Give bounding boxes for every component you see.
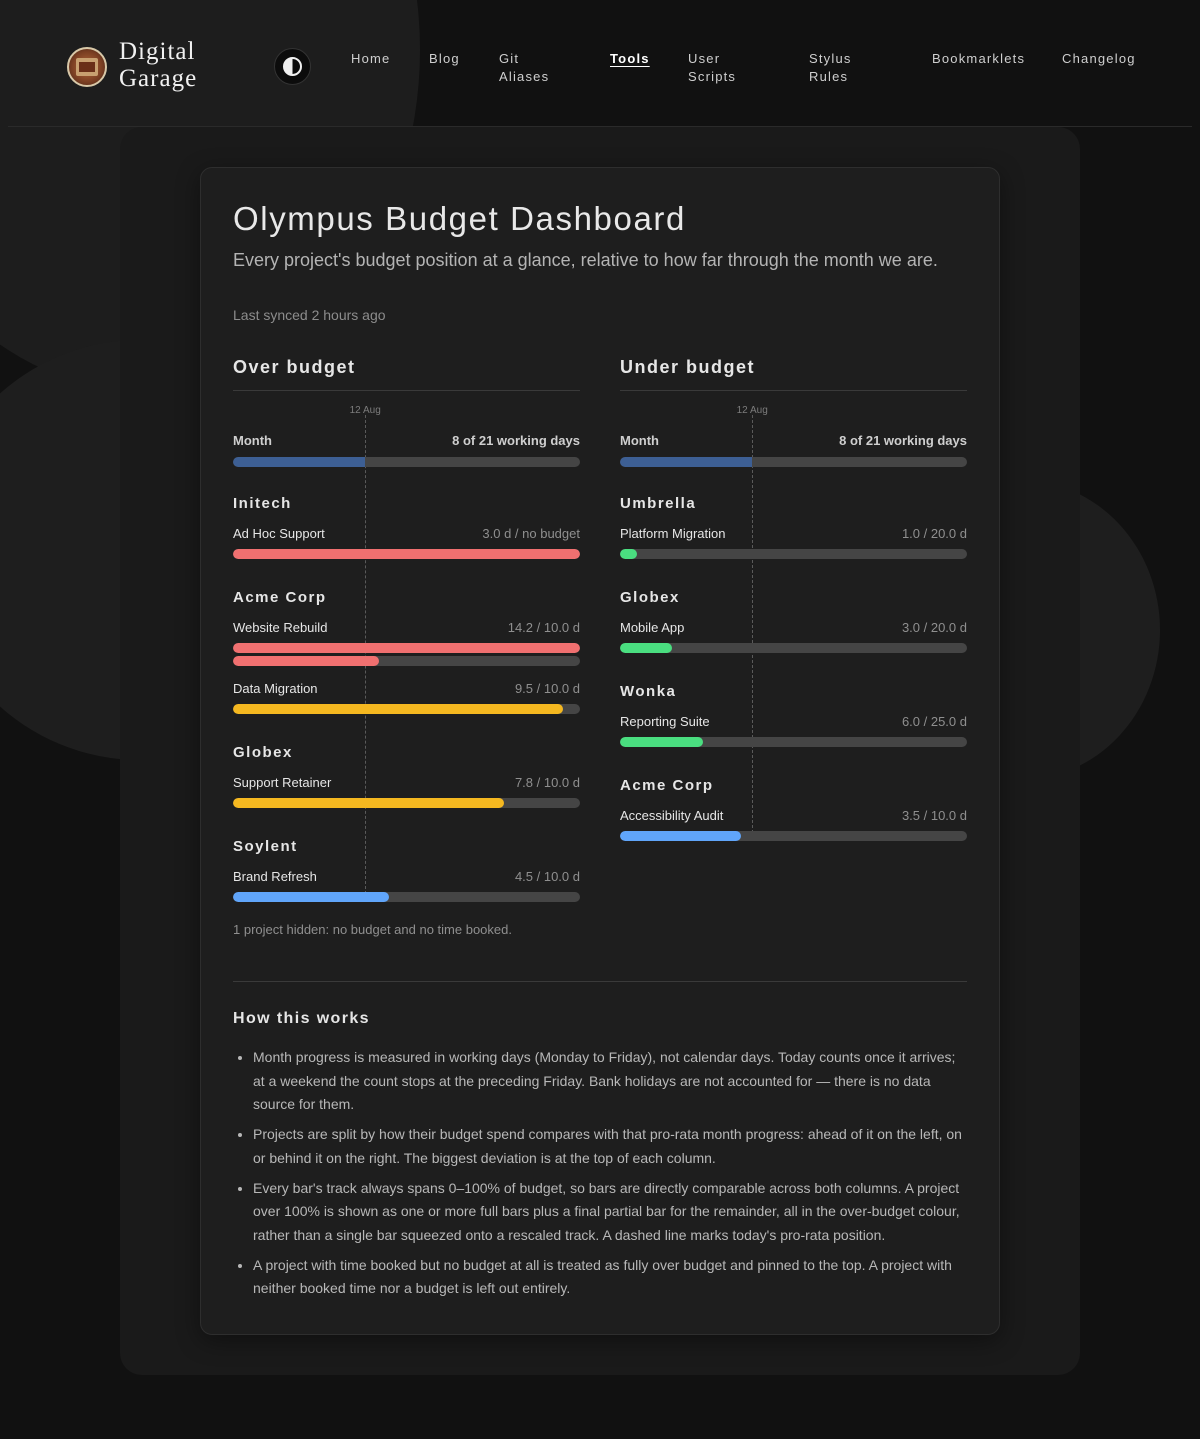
list-item: • Every bar's track always spans 0–100% of budget, so bars are directly comparable across both columns. A project over 100% is shown as one or more full bars plus a final partial bar for the remainder, all in the over-budget colour, rather than a single bar squeezed onto a rescaled track. A dashed line marks today's pro-rata position. (253, 1177, 965, 1248)
page-title: Olympus Budget Dashboard (233, 200, 686, 237)
column-body (233, 391, 580, 911)
dashboard-card (200, 167, 1000, 1335)
budget-bar-fill (233, 549, 580, 559)
project-name: Mobile App (620, 620, 685, 635)
project-value: 3.0 d / no budget (482, 526, 580, 541)
divider (233, 981, 967, 982)
today-marker-line (752, 415, 753, 833)
today-label: 12 Aug (349, 405, 381, 416)
site-header (8, 0, 1192, 127)
project-value: 7.8 / 10.0 d (514, 775, 580, 790)
budget-bar (620, 643, 967, 653)
today-marker-line (365, 415, 366, 894)
site-logo[interactable] (67, 47, 107, 87)
budget-bar (233, 798, 580, 808)
month-progress-fill (620, 457, 752, 467)
list-item: • Month progress is measured in working days (Monday to Friday), not calendar days. Today counts once it arrives; at a weekend the count stops at the preceding Friday. Bank holidays are not accounted for — there is no data source for them. (253, 1046, 965, 1117)
today-label: 12 Aug (736, 405, 768, 416)
month-value: 8 of 21 working days (452, 433, 580, 448)
month-label: Month (233, 433, 272, 448)
nav-tools[interactable]: Tools (610, 51, 650, 66)
budget-bar (233, 549, 580, 559)
budget-bar (233, 656, 580, 666)
nav-user-scripts[interactable]: User Scripts (688, 51, 737, 84)
budget-bar (233, 892, 580, 902)
client-name: Wonka (620, 683, 677, 700)
nav-changelog[interactable]: Changelog (1062, 51, 1136, 66)
hidden-projects-note: 1 project hidden: no budget and no time booked. (233, 922, 512, 937)
month-progress-bar (620, 457, 967, 467)
nav-stylus-rules[interactable]: Stylus Rules (809, 51, 852, 84)
client-name: Acme Corp (233, 589, 327, 606)
budget-bar-fill (233, 704, 563, 714)
contrast-icon (283, 57, 302, 76)
month-label: Month (620, 433, 659, 448)
client-name: Umbrella (620, 495, 697, 512)
project-value: 1.0 / 20.0 d (901, 526, 967, 541)
list-item: • A project with time booked but no budget at all is treated as fully over budget and pinned to the top. A project with neither booked time nor a budget is left out entirely. (253, 1254, 965, 1301)
column-title: Under budget (620, 356, 967, 391)
nav-bookmarklets[interactable]: Bookmarklets (932, 51, 1026, 66)
budget-bar-fill (620, 549, 637, 559)
column-body (620, 391, 967, 911)
client-name: Globex (620, 589, 680, 606)
under-budget-column (620, 356, 967, 911)
site-title[interactable]: Digital Garage (119, 38, 198, 92)
project-value: 9.5 / 10.0 d (514, 681, 580, 696)
budget-bar (620, 737, 967, 747)
month-progress-fill (233, 457, 365, 467)
how-it-works-title: How this works (233, 1010, 370, 1027)
budget-bar (620, 831, 967, 841)
budget-bar-fill (620, 737, 703, 747)
client-name: Acme Corp (620, 777, 714, 794)
how-it-works-list (253, 1046, 965, 1307)
list-item: • Projects are split by how their budget spend compares with that pro-rata month progress: ahead of it on the left, on or behind it on the right. The biggest deviation is at the top of each column. (253, 1123, 965, 1170)
project-value: 6.0 / 25.0 d (901, 714, 967, 729)
project-name: Reporting Suite (620, 714, 710, 729)
project-name: Website Rebuild (233, 620, 328, 635)
client-name: Soylent (233, 838, 298, 855)
project-name: Accessibility Audit (620, 808, 724, 823)
project-name: Platform Migration (620, 526, 726, 541)
project-value: 14.2 / 10.0 d (507, 620, 580, 635)
budget-bar-fill (620, 831, 741, 841)
over-budget-column (233, 356, 580, 911)
budget-bar (620, 549, 967, 559)
nav-home[interactable]: Home (351, 51, 391, 66)
budget-bar (233, 643, 580, 653)
budget-bar (233, 704, 580, 714)
budget-bar-fill (233, 643, 580, 653)
theme-toggle-button[interactable] (274, 48, 311, 85)
budget-bar-fill (233, 798, 504, 808)
page-subtitle: Every project's budget position at a glance, relative to how far through the month we are. (233, 250, 938, 270)
nav-blog[interactable]: Blog (429, 51, 460, 66)
month-value: 8 of 21 working days (839, 433, 967, 448)
project-name: Support Retainer (233, 775, 332, 790)
budget-bar-fill (233, 656, 379, 666)
sync-status: Last synced 2 hours ago (233, 307, 386, 323)
project-name: Ad Hoc Support (233, 526, 325, 541)
project-value: 3.5 / 10.0 d (901, 808, 967, 823)
budget-bar-fill (620, 643, 672, 653)
column-title: Over budget (233, 356, 580, 391)
project-name: Brand Refresh (233, 869, 317, 884)
month-progress-bar (233, 457, 580, 467)
project-value: 4.5 / 10.0 d (514, 869, 580, 884)
project-value: 3.0 / 20.0 d (901, 620, 967, 635)
nav-git-aliases[interactable]: Git Aliases (499, 51, 550, 84)
client-name: Globex (233, 744, 293, 761)
project-name: Data Migration (233, 681, 318, 696)
client-name: Initech (233, 495, 292, 512)
budget-bar-fill (233, 892, 389, 902)
